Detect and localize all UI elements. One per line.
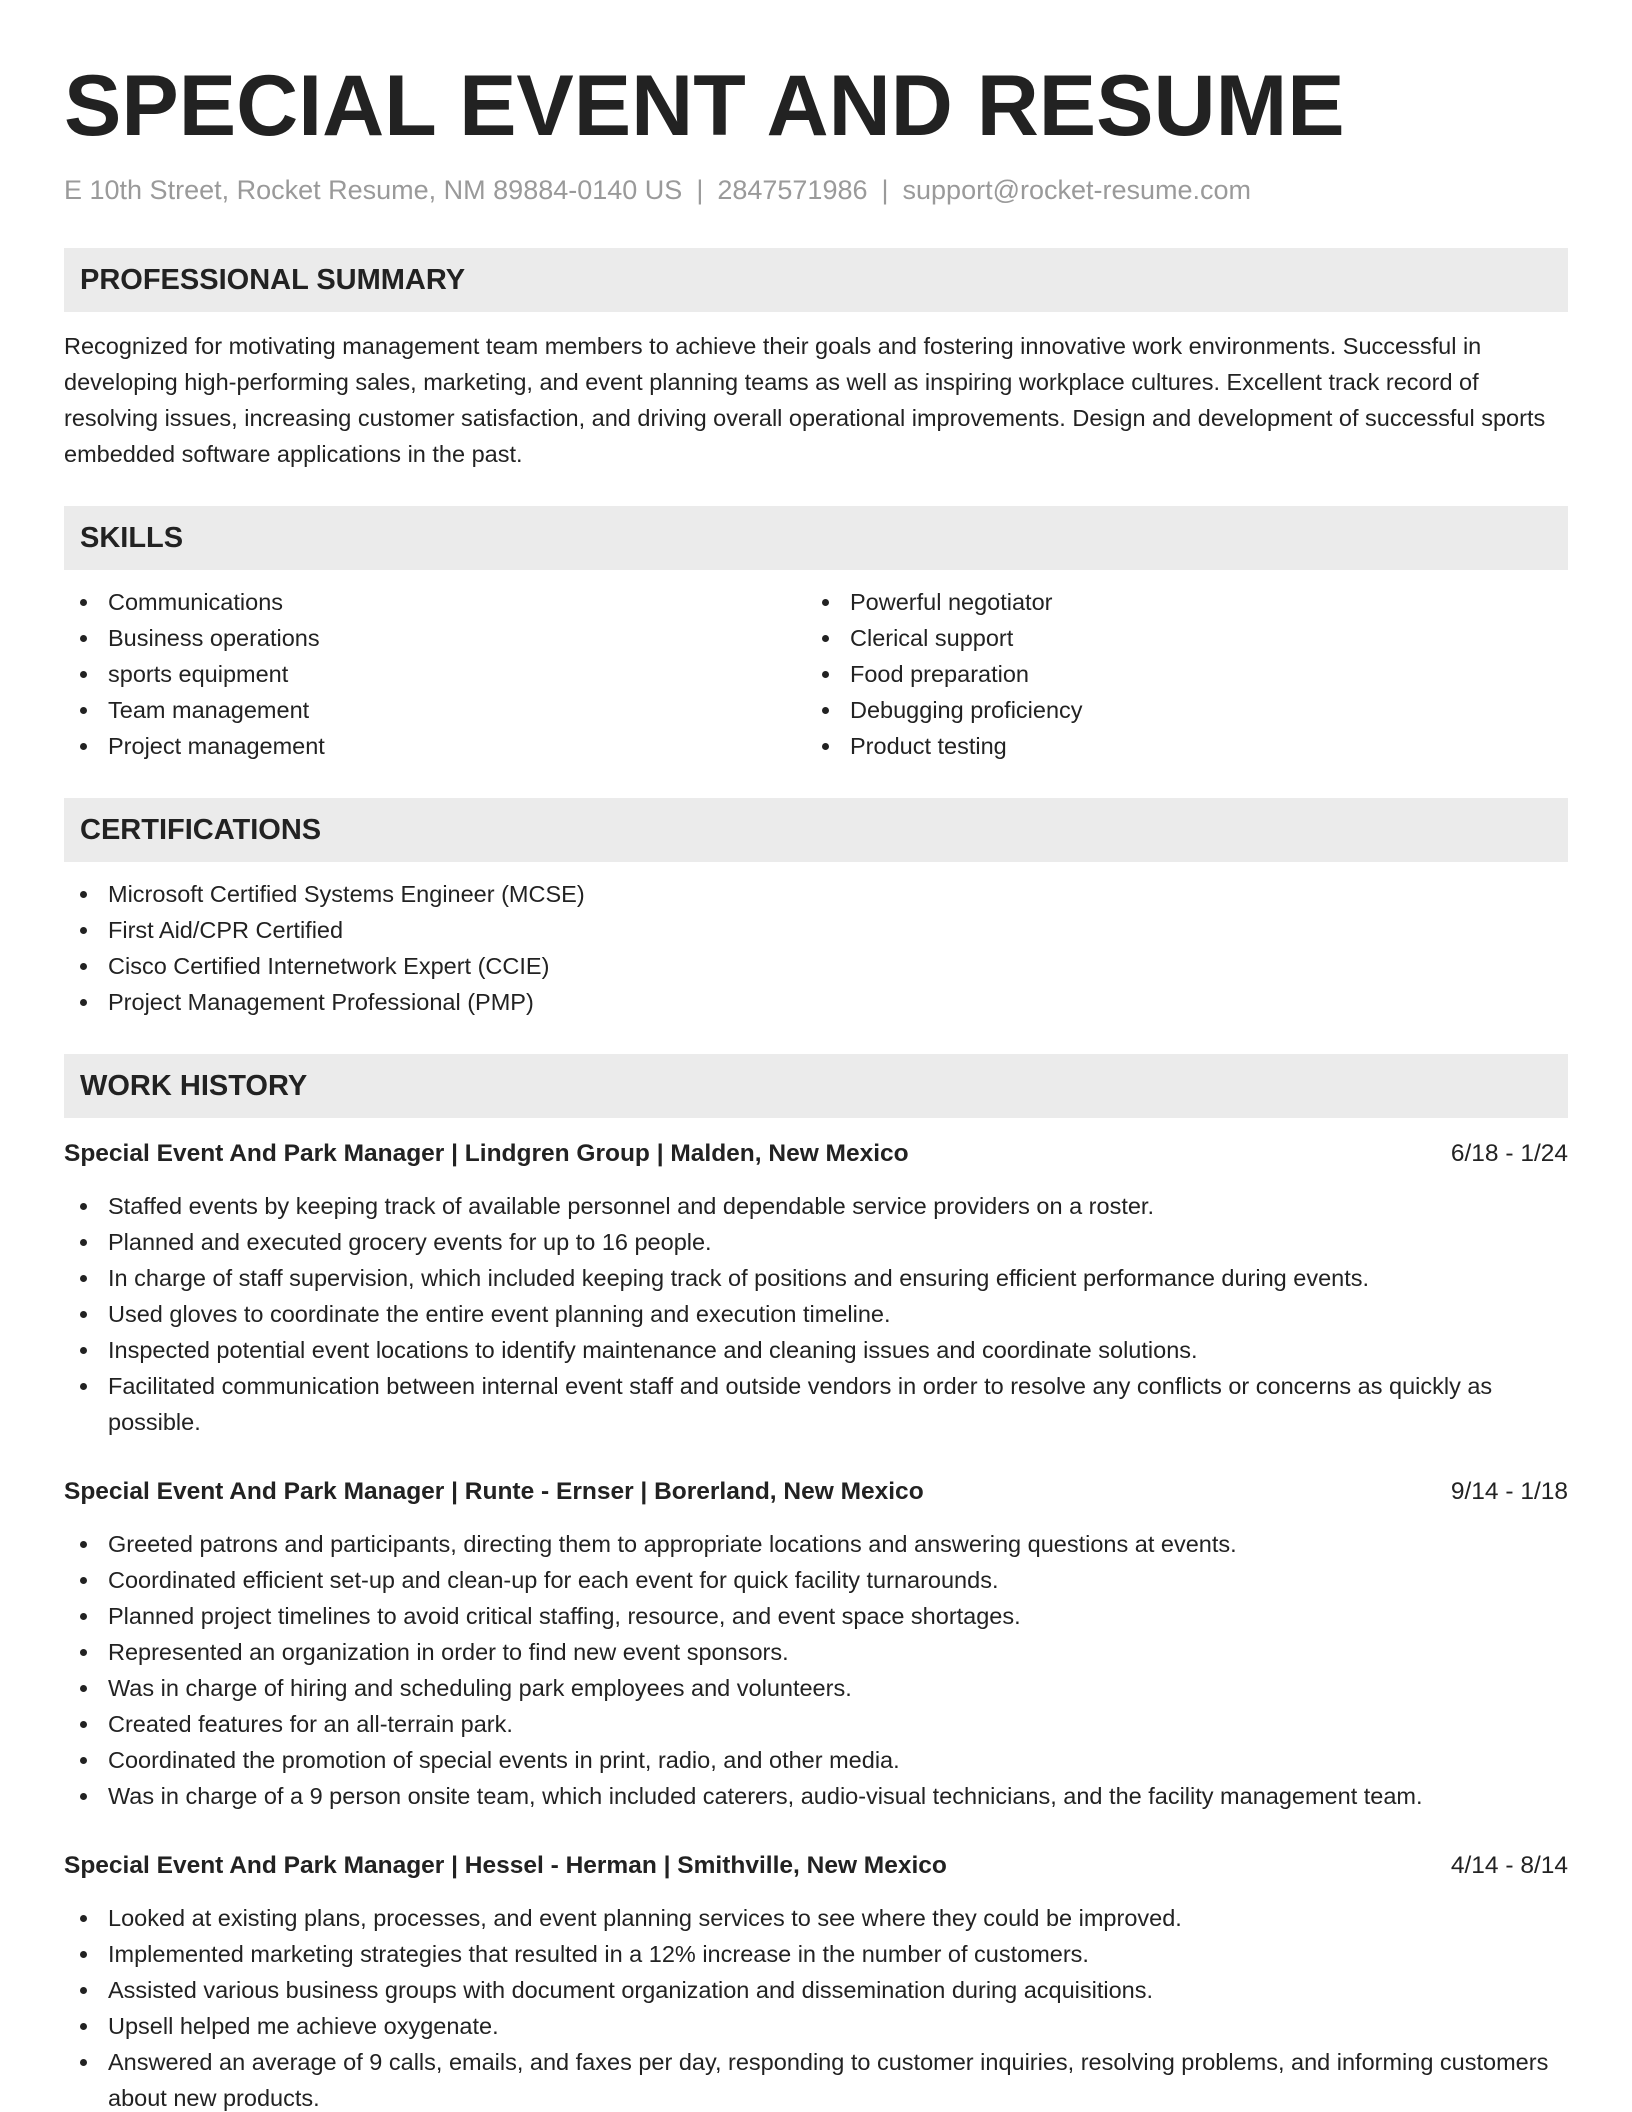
job-title: Special Event And Park Manager | Runte - Ernser | Borerland, New Mexico [64, 1478, 924, 1505]
skill-item: Product testing [806, 728, 1548, 764]
skills-column-left [64, 584, 806, 764]
contact-email: support@rocket-resume.com [902, 175, 1252, 205]
job-header [64, 1848, 1568, 1884]
job-bullet: Used gloves to coordinate the entire event planning and execution timeline. [64, 1296, 1568, 1332]
skill-item: sports equipment [64, 656, 806, 692]
skill-item: Project management [64, 728, 806, 764]
job-bullet: Answered an average of 9 calls, emails, and faxes per day, responding to customer inquiries, resolving problems, and informing customers about new products. [64, 2044, 1568, 2112]
job-bullet: Greeted patrons and participants, directing them to appropriate locations and answering questions at events. [64, 1526, 1568, 1562]
certification-item: Project Management Professional (PMP) [64, 984, 1568, 1020]
job-bullet: Staffed events by keeping track of available personnel and dependable service providers on a roster. [64, 1188, 1568, 1224]
job-entry [64, 1136, 1568, 1440]
certification-item: First Aid/CPR Certified [64, 912, 1568, 948]
job-entry [64, 1474, 1568, 1814]
job-bullet: In charge of staff supervision, which included keeping track of positions and ensuring efficient performance during events. [64, 1260, 1568, 1296]
job-bullets [64, 1900, 1568, 2112]
skills-heading: SKILLS [64, 506, 1568, 570]
skills-list [64, 584, 1568, 764]
job-bullet: Coordinated efficient set-up and clean-up for each event for quick facility turnarounds. [64, 1562, 1568, 1598]
job-bullet: Represented an organization in order to find new event sponsors. [64, 1634, 1568, 1670]
certifications-list [64, 876, 1568, 1020]
job-dates: 9/14 - 1/18 [1450, 1478, 1568, 1505]
resume-name: SPECIAL EVENT AND RESUME [64, 58, 1345, 154]
job-entry [64, 1848, 1568, 2112]
summary-text: Recognized for motivating management team members to achieve their goals and fostering innovative work environments. Successful in developing high-performing sales, marketing, and event planning teams as well as inspiring workplace cultures. Excellent track record of resolving issues, increasing customer satisfaction, and driving overall operational improvements. Design and development of successful sports embedded software applications in the past. [64, 333, 1546, 467]
work-history-heading: WORK HISTORY [64, 1054, 1568, 1118]
job-bullet: Planned project timelines to avoid critical staffing, resource, and event space shortages. [64, 1598, 1568, 1634]
job-dates: 6/18 - 1/24 [1450, 1140, 1568, 1167]
contact-line [64, 172, 1568, 208]
skill-item: Clerical support [806, 620, 1548, 656]
summary-heading: PROFESSIONAL SUMMARY [64, 248, 1568, 312]
job-bullet: Coordinated the promotion of special events in print, radio, and other media. [64, 1742, 1568, 1778]
certifications-heading: CERTIFICATIONS [64, 798, 1568, 862]
job-bullet: Facilitated communication between internal event staff and outside vendors in order to resolve any conflicts or concerns as quickly as possible. [64, 1368, 1568, 1440]
job-bullet: Looked at existing plans, processes, and event planning services to see where they could be improved. [64, 1900, 1568, 1936]
certification-item: Cisco Certified Internetwork Expert (CCIE) [64, 948, 1568, 984]
job-bullets [64, 1188, 1568, 1440]
job-header [64, 1474, 1568, 1510]
skill-item: Food preparation [806, 656, 1548, 692]
job-title: Special Event And Park Manager | Hessel - Herman | Smithville, New Mexico [64, 1852, 947, 1879]
job-title: Special Event And Park Manager | Lindgren Group | Malden, New Mexico [64, 1140, 909, 1167]
job-bullets [64, 1526, 1568, 1814]
skills-column-right [806, 584, 1548, 764]
job-dates: 4/14 - 8/14 [1450, 1852, 1568, 1879]
skill-item: Team management [64, 692, 806, 728]
job-bullet: Created features for an all-terrain park. [64, 1706, 1568, 1742]
job-bullet: Upsell helped me achieve oxygenate. [64, 2008, 1568, 2044]
job-bullet: Planned and executed grocery events for up to 16 people. [64, 1224, 1568, 1260]
contact-separator: | [881, 175, 889, 205]
job-header [64, 1136, 1568, 1172]
skill-item: Business operations [64, 620, 806, 656]
skill-item: Powerful negotiator [806, 584, 1548, 620]
skill-item: Communications [64, 584, 806, 620]
certification-item: Microsoft Certified Systems Engineer (MCSE) [64, 876, 1568, 912]
job-bullet: Inspected potential event locations to identify maintenance and cleaning issues and coordinate solutions. [64, 1332, 1568, 1368]
skill-item: Debugging proficiency [806, 692, 1548, 728]
job-bullet: Was in charge of hiring and scheduling park employees and volunteers. [64, 1670, 1568, 1706]
job-bullet: Assisted various business groups with document organization and dissemination during acquisitions. [64, 1972, 1568, 2008]
job-bullet: Was in charge of a 9 person onsite team, which included caterers, audio-visual technicians, and the facility management team. [64, 1778, 1568, 1814]
contact-address: E 10th Street, Rocket Resume, NM 89884-0140 US [64, 175, 683, 205]
contact-phone: 2847571986 [717, 175, 868, 205]
contact-separator: | [696, 175, 704, 205]
job-bullet: Implemented marketing strategies that resulted in a 12% increase in the number of customers. [64, 1936, 1568, 1972]
